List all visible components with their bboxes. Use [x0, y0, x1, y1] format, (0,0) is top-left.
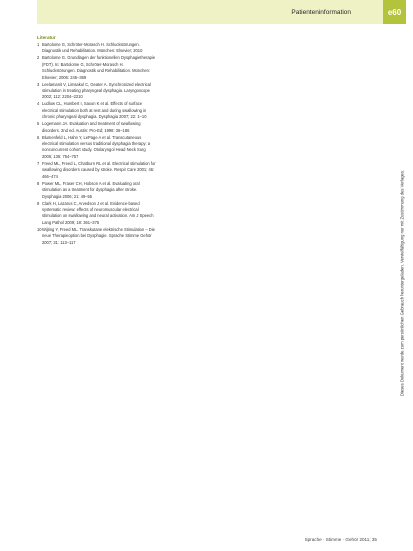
- reference-number: 5: [37, 121, 40, 127]
- journal-footer: Sprache · Stimme · Gehör 2011; 35: [304, 537, 377, 542]
- reference-item: [37, 135, 157, 161]
- reference-number: 1: [37, 42, 40, 47]
- reference-text: Power ML, Fraser CH, Hobson A et al. Evaluating oral stimulation as a treatment for dysphagia after stroke. Dysphagia 2006; 21: 49–55: [42, 180, 140, 199]
- download-notice-text: Dieses Dokument wurde zum persönlichen Gebrauch heruntergeladen. Vervielfältigung nur mit Zustimmung des Verlages.: [399, 169, 405, 397]
- reference-item: [37, 42, 157, 55]
- reference-item: [37, 55, 157, 81]
- reference-number: 8: [37, 180, 40, 186]
- reference-number: 6: [37, 134, 40, 140]
- reference-item: [37, 201, 157, 227]
- references-title: Literatur: [37, 35, 56, 40]
- reference-item: [37, 101, 157, 120]
- references-section: [37, 35, 157, 247]
- reference-text: Wijting Y, Freed ML. Transkutane elektrische Stimulation – Die neue Therapieoption bei Dysphagie. Sprache Stimme Gehör 2007; 31: 113–117: [42, 226, 155, 245]
- reference-number: 4: [37, 101, 40, 107]
- reference-item: [37, 161, 157, 180]
- reference-text: Clark H, Lazarus C, Arvedson J et al. Evidence-based systematic review: effects of neuromuscular electrical stimulation on swallowing and neural activation. Am J Speech Lang Pathol 2009; 18: 361–375: [42, 200, 154, 225]
- reference-item: [37, 227, 157, 246]
- reference-number: 3: [37, 81, 40, 87]
- reference-number: 9: [37, 200, 40, 206]
- reference-text: Ludlow CL, Humbert I, Saxon K et al. Effects of surface electrical stimulation both at rest and during swallowing in chronic pharyngeal dysphagia. Dysphagia 2007; 22: 1–10: [42, 101, 147, 120]
- reference-text: Bartolome G. Grundlagen der funktionellen Dysphagietherapie (FDT). In: Bartolome G, Schröter-Morasch H. Schluckstörungen. Diagnostik und Rehabilitation. München: Elsevier; 2006: 245–369: [42, 55, 156, 80]
- header-bar: [37, 0, 383, 24]
- reference-item: [37, 181, 157, 200]
- reference-text: Logemann JA. Evaluation and treatment of swallowing disorders. 2nd ed. Austin: Pro-Ed; 1998: 36–186: [42, 121, 141, 133]
- reference-item: [37, 121, 157, 134]
- page-number: e60: [383, 0, 406, 24]
- reference-item: [37, 82, 157, 101]
- reference-list: [37, 42, 157, 246]
- reference-number: 10: [37, 226, 42, 232]
- section-label: Patienteninformation: [291, 9, 351, 16]
- reference-text: Leelamanit V, Limsakul C, Geater A. Synchronized electrical stimulation in treating pharyngeal dysphagia. Laryngoscope 2002; 112: 2204–2210: [42, 81, 151, 100]
- reference-number: 7: [37, 160, 40, 166]
- reference-number: 2: [37, 55, 40, 61]
- reference-text: Blumenfeld L, Hahn Y, LePage A et al. Transcutaneous electrical stimulation versus traditional dysphagia therapy: a nonconcurrent cohort study. Otolaryngol Head Neck Surg 2006; 135: 754–757: [42, 134, 151, 159]
- reference-text: Bartolome G, Schröter-Morasch H. Schluckstörungen. Diagnostik und Rehabilitation. München: Elsevier; 2010: [42, 42, 143, 54]
- reference-text: Freed ML, Freed L, Chatburn RL et al. Electrical stimulation for swallowing disorders caused by stroke. Respir Care 2001; 46: 466–474: [42, 160, 156, 179]
